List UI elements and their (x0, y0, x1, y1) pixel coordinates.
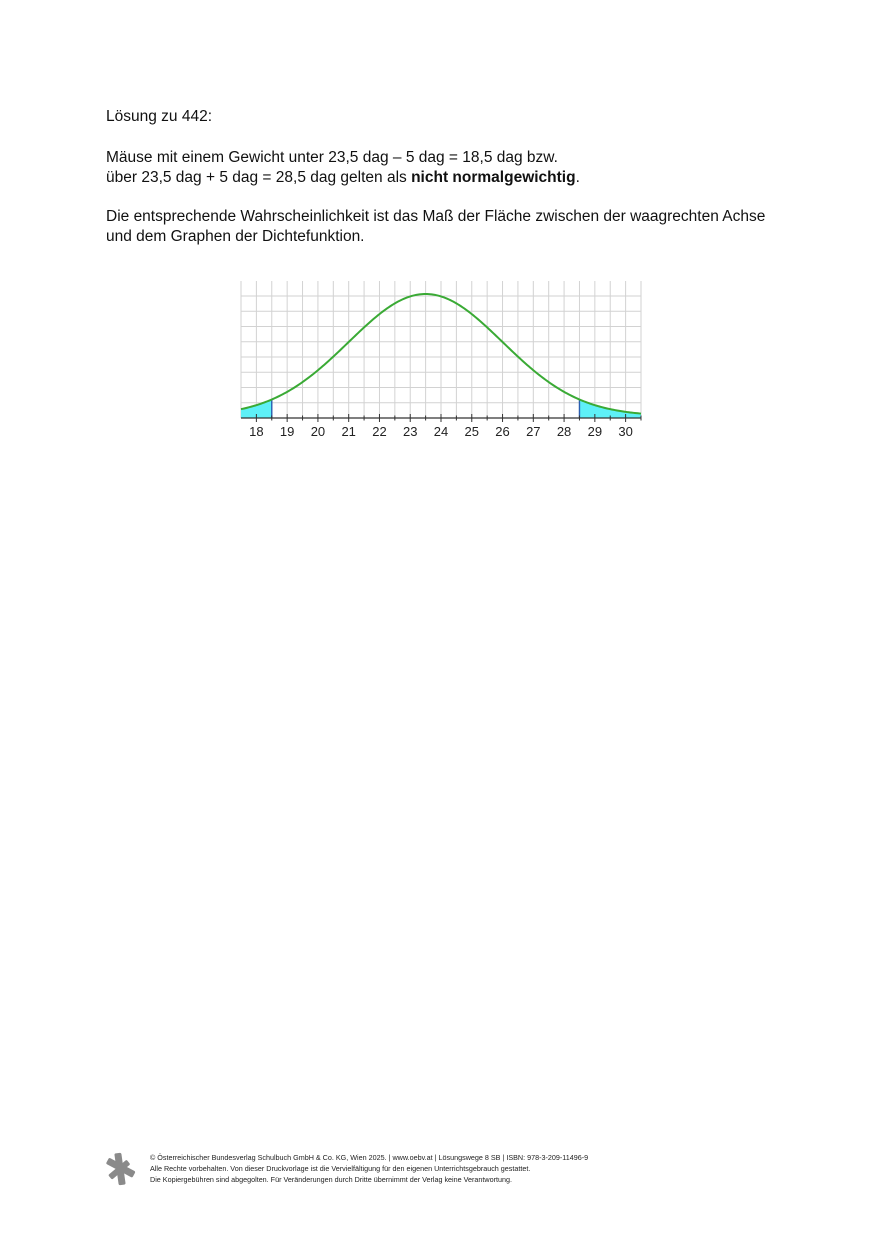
threshold-line-2-prefix: über 23,5 dag + 5 dag = 28,5 dag gelten als (106, 169, 412, 186)
threshold-line-2-suffix: . (575, 169, 580, 186)
x-tick-label: 24 (433, 424, 449, 439)
paragraph-thresholds (106, 148, 580, 188)
x-tick-label: 28 (556, 424, 572, 439)
x-tick-label: 19 (279, 424, 295, 439)
x-tick-label: 22 (372, 424, 387, 439)
x-tick-label: 23 (402, 424, 418, 439)
footer-line-3: Die Kopiergebühren sind abgegolten. Für Veränderungen durch Dritte übernimmt der Verlag keine Verantwortung. (150, 1175, 512, 1184)
chart-grid (241, 281, 641, 418)
x-tick-label: 30 (618, 424, 633, 439)
page-heading: Lösung zu 442: (106, 108, 213, 125)
threshold-line-1: Mäuse mit einem Gewicht unter 23,5 dag – 5 dag = 18,5 dag bzw. (106, 149, 558, 166)
footer-copyright (150, 1152, 588, 1185)
footer-line-2: Alle Rechte vorbehalten. Von dieser Druckvorlage ist die Vervielfältigung für den eigenen Unterrichtsgebrauch gestattet. (150, 1164, 531, 1173)
footer-line-1: © Österreichischer Bundesverlag Schulbuch GmbH & Co. KG, Wien 2025. | www.oebv.at | Lösungswege 8 SB | ISBN: 978-3-209-11496-9 (150, 1153, 589, 1162)
x-tick-label: 26 (495, 424, 510, 439)
x-tick-label: 21 (341, 424, 356, 439)
density-chart (236, 278, 646, 442)
threshold-line-2-bold: nicht normalgewichtig (411, 169, 576, 186)
paragraph-probability: Die entsprechende Wahrscheinlichkeit ist das Maß der Fläche zwischen der waagrechten Achse und dem Graphen der Dichtefunktion. (106, 208, 766, 245)
x-tick-label: 25 (464, 424, 480, 439)
x-tick-label: 18 (249, 424, 264, 439)
oebv-logo-icon (104, 1152, 136, 1186)
x-tick-label: 27 (526, 424, 541, 439)
page-footer (104, 1152, 744, 1192)
x-tick-label: 20 (310, 424, 326, 439)
chart-tick-labels (249, 424, 633, 439)
x-tick-label: 29 (587, 424, 603, 439)
